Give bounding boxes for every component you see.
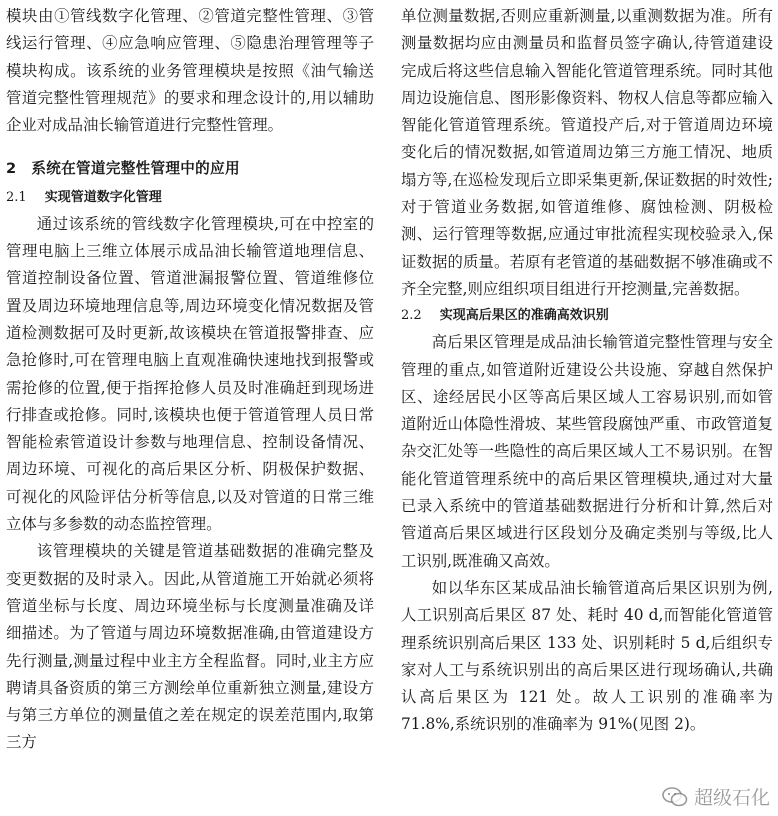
left-column [6, 3, 374, 757]
section-2-heading: 2 系统在管道完整性管理中的应用 [6, 160, 240, 178]
section-2-1-number: 2.1 [6, 189, 27, 205]
watermark [662, 783, 770, 810]
section-2-1-heading [6, 185, 374, 211]
paragraph-measurement: 单位测量数据,否则应重新测量,以重测数据为准。所有测量数据均应由测量员和监督员签字确认,待管道建设完成后将这些信息输入智能化管道管理系统。同时其他周边设施信息、图形影像资料、物权人信息等都应输入智能化管道管理系统。管道投产后,对于管道周边环境变化后的情况数据,如管道周边第三方施工情况、地质塌方等,在巡检发现后立即采集更新,保证数据的时效性;对于管道业务数据,如管道维修、腐蚀检测、阴极检测、运行管理等数据,应通过审批流程实现校验录入,保证数据的质量。若原有老管道的基础数据不够准确或不齐全完整,则应组织项目组进行开挖测量,完善数据。 [401, 7, 773, 298]
watermark-text: 超级石化 [693, 787, 770, 809]
paragraph-modules: 模块由①管线数字化管理、②管道完整性管理、③管线运行管理、④应急响应管理、⑤隐患治理管理等子模块构成。该系统的业务管理模块是按照《油气输送管道完整性管理规范》的要求和理念设计的,用以辅助企业对成品油长输管道进行完整性管理。 [6, 7, 374, 135]
section-2-1-title: 实现管道数字化管理 [44, 189, 162, 205]
paragraph-high-consequence-areas: 高后果区管理是成品油长输管道完整性管理与安全管理的重点,如管道附近建设公共设施、穿越自然保护区、途经居民小区等高后果区域人工容易识别,而如管道附近山体隐性滑坡、某些管段腐蚀严重、市政管道复杂交汇处等一些隐性的高后果区域人工不易识别。在智能化管道管理系统中的高后果区管理模块,通过对大量已录入系统中的管道基础数据进行分析和计算,然后对管道高后果区域进行区段划分及确定类别与等级,比人工识别,既准确又高效。 [401, 333, 773, 570]
paragraph-east-china-example: 如以华东区某成品油长输管道高后果区识别为例,人工识别高后果区 87 处、耗时 40 d,而智能化管道管理系统识别高后果区 133 处、识别耗时 5 d,后组织专家对人工与系统识别出的高后果区进行现场确认,共确认高后果区为 121 处。故人工识别的准确率为 71.8%,系统识别的准确率为 91%(见图 2)。 [401, 578, 773, 734]
section-2-2-heading [401, 303, 773, 329]
right-column [401, 3, 773, 739]
section-2-2-number: 2.2 [401, 308, 422, 324]
section-2-2-title: 实现高后果区的准确高效识别 [439, 308, 609, 324]
paragraph-data-accuracy: 该管理模块的关键是管道基础数据的准确完整及变更数据的及时录入。因此,从管道施工开始就必须将管道坐标与长度、周边环境坐标与长度测量准确及详细描述。为了管道与周边环境数据准确,由管道建设方先行测量,测量过程中业主方全程监督。同时,业主方应聘请具备资质的第三方测绘单位重新独立测量,建设方与第三方单位的测量值之差在规定的误差范围内,取第三方 [6, 542, 374, 752]
paragraph-digital-management: 通过该系统的管线数字化管理模块,可在中控室的管理电脑上三维立体展示成品油长输管道地理信息、管道控制设备位置、管道泄漏报警位置、管道维修位置及周边环境地理信息等,周边环境变化情况数据及管道检测数据可及时更新,故该模块在管道报警排查、应急抢修时,可在管理电脑上直观准确快速地找到报警或需抢修的位置,便于指挥抢修人员及时准确赶到现场进行排查或抢修。同时,该模块也便于管道管理人员日常智能检索管道设计参数与地理信息、控制设备情况、周边环境、可视化的高后果区分析、阴极保护数据、可视化的风险评估分析等信息,以及对管道的日常三维立体与多参数的动态监控管理。 [6, 214, 374, 534]
wechat-icon [662, 787, 688, 807]
